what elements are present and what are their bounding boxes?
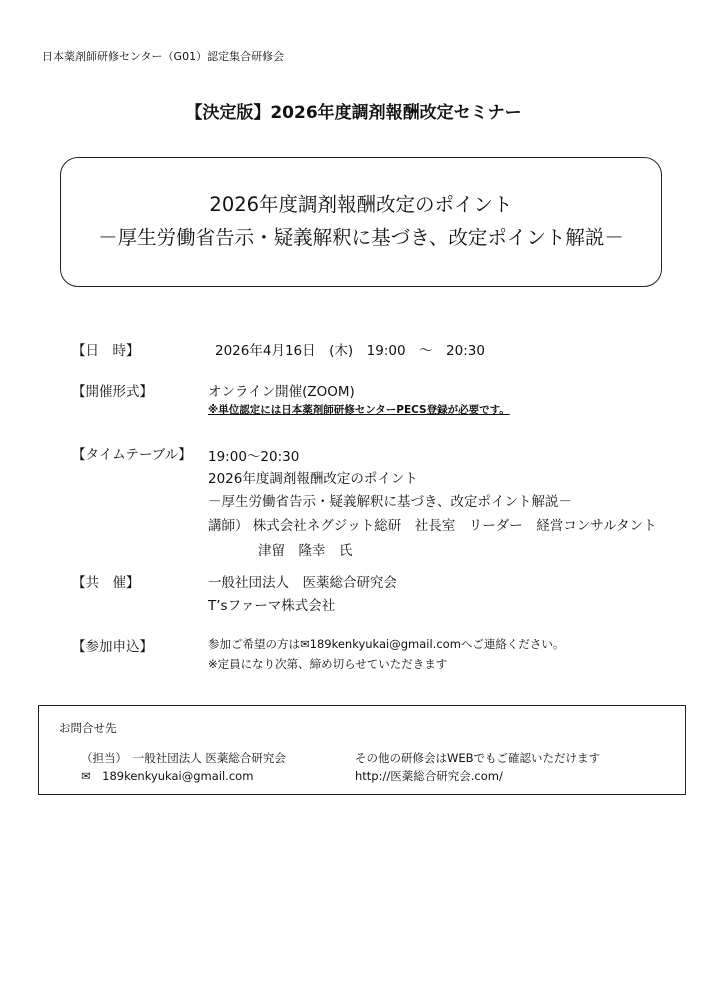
main-title: 【決定版】2026年度調剤報酬改定セミナー	[185, 103, 522, 123]
contact-heading: お問合せ先	[59, 721, 117, 735]
host-org2: T’sファーマ株式会社	[208, 598, 336, 614]
apply-line1: 参加ご希望の方は✉189kenkyukai@gmail.comへご連絡ください。	[208, 637, 565, 651]
host-org1: 一般社団法人 医薬総合研究会	[208, 575, 397, 591]
lecturer-name: 津留 隆幸 氏	[258, 543, 353, 559]
title-box-line1: 2026年度調剤報酬改定のポイント	[209, 193, 513, 216]
schedule-label: 【日 時】	[72, 343, 140, 359]
schedule-value: 2026年4月16日 (木) 19:00 ～ 20:30	[215, 343, 485, 359]
title-box-line2: －厚生労働省告示・疑義解釈に基づき、改定ポイント解説－	[98, 226, 624, 249]
lecturer: 講師） 株式会社ネグジット総研 社長室 リーダー 経営コンサルタント	[208, 518, 657, 534]
timetable-label: 【タイムテーブル】	[72, 447, 192, 463]
timetable-time: 19:00～20:30	[208, 449, 300, 465]
timetable-topic2: －厚生労働省告示・疑義解釈に基づき、改定ポイント解説－	[208, 494, 572, 510]
pecs-note: ※単位認定には日本薬剤師研修センターPECS登録が必要です。	[208, 404, 510, 416]
contact-email[interactable]: ✉ 189kenkyukai@gmail.com	[81, 769, 254, 783]
title-box	[60, 157, 662, 287]
apply-label: 【参加申込】	[72, 639, 153, 655]
contact-person: （担当） 一般社団法人 医薬総合研究会	[81, 751, 286, 765]
timetable-topic1: 2026年度調剤報酬改定のポイント	[208, 471, 418, 487]
host-label: 【共 催】	[72, 575, 140, 591]
format-label: 【開催形式】	[72, 384, 153, 400]
apply-line2: ※定員になり次第、締め切らせていただきます	[208, 657, 448, 671]
contact-box	[38, 705, 686, 795]
header-note: 日本薬剤師研修センター（G01）認定集合研修会	[42, 50, 285, 63]
contact-web-url[interactable]: http://医薬総合研究会.com/	[355, 769, 503, 783]
format-value: オンライン開催(ZOOM)	[208, 384, 355, 400]
contact-web-note: その他の研修会はWEBでもご確認いただけます	[355, 751, 601, 765]
